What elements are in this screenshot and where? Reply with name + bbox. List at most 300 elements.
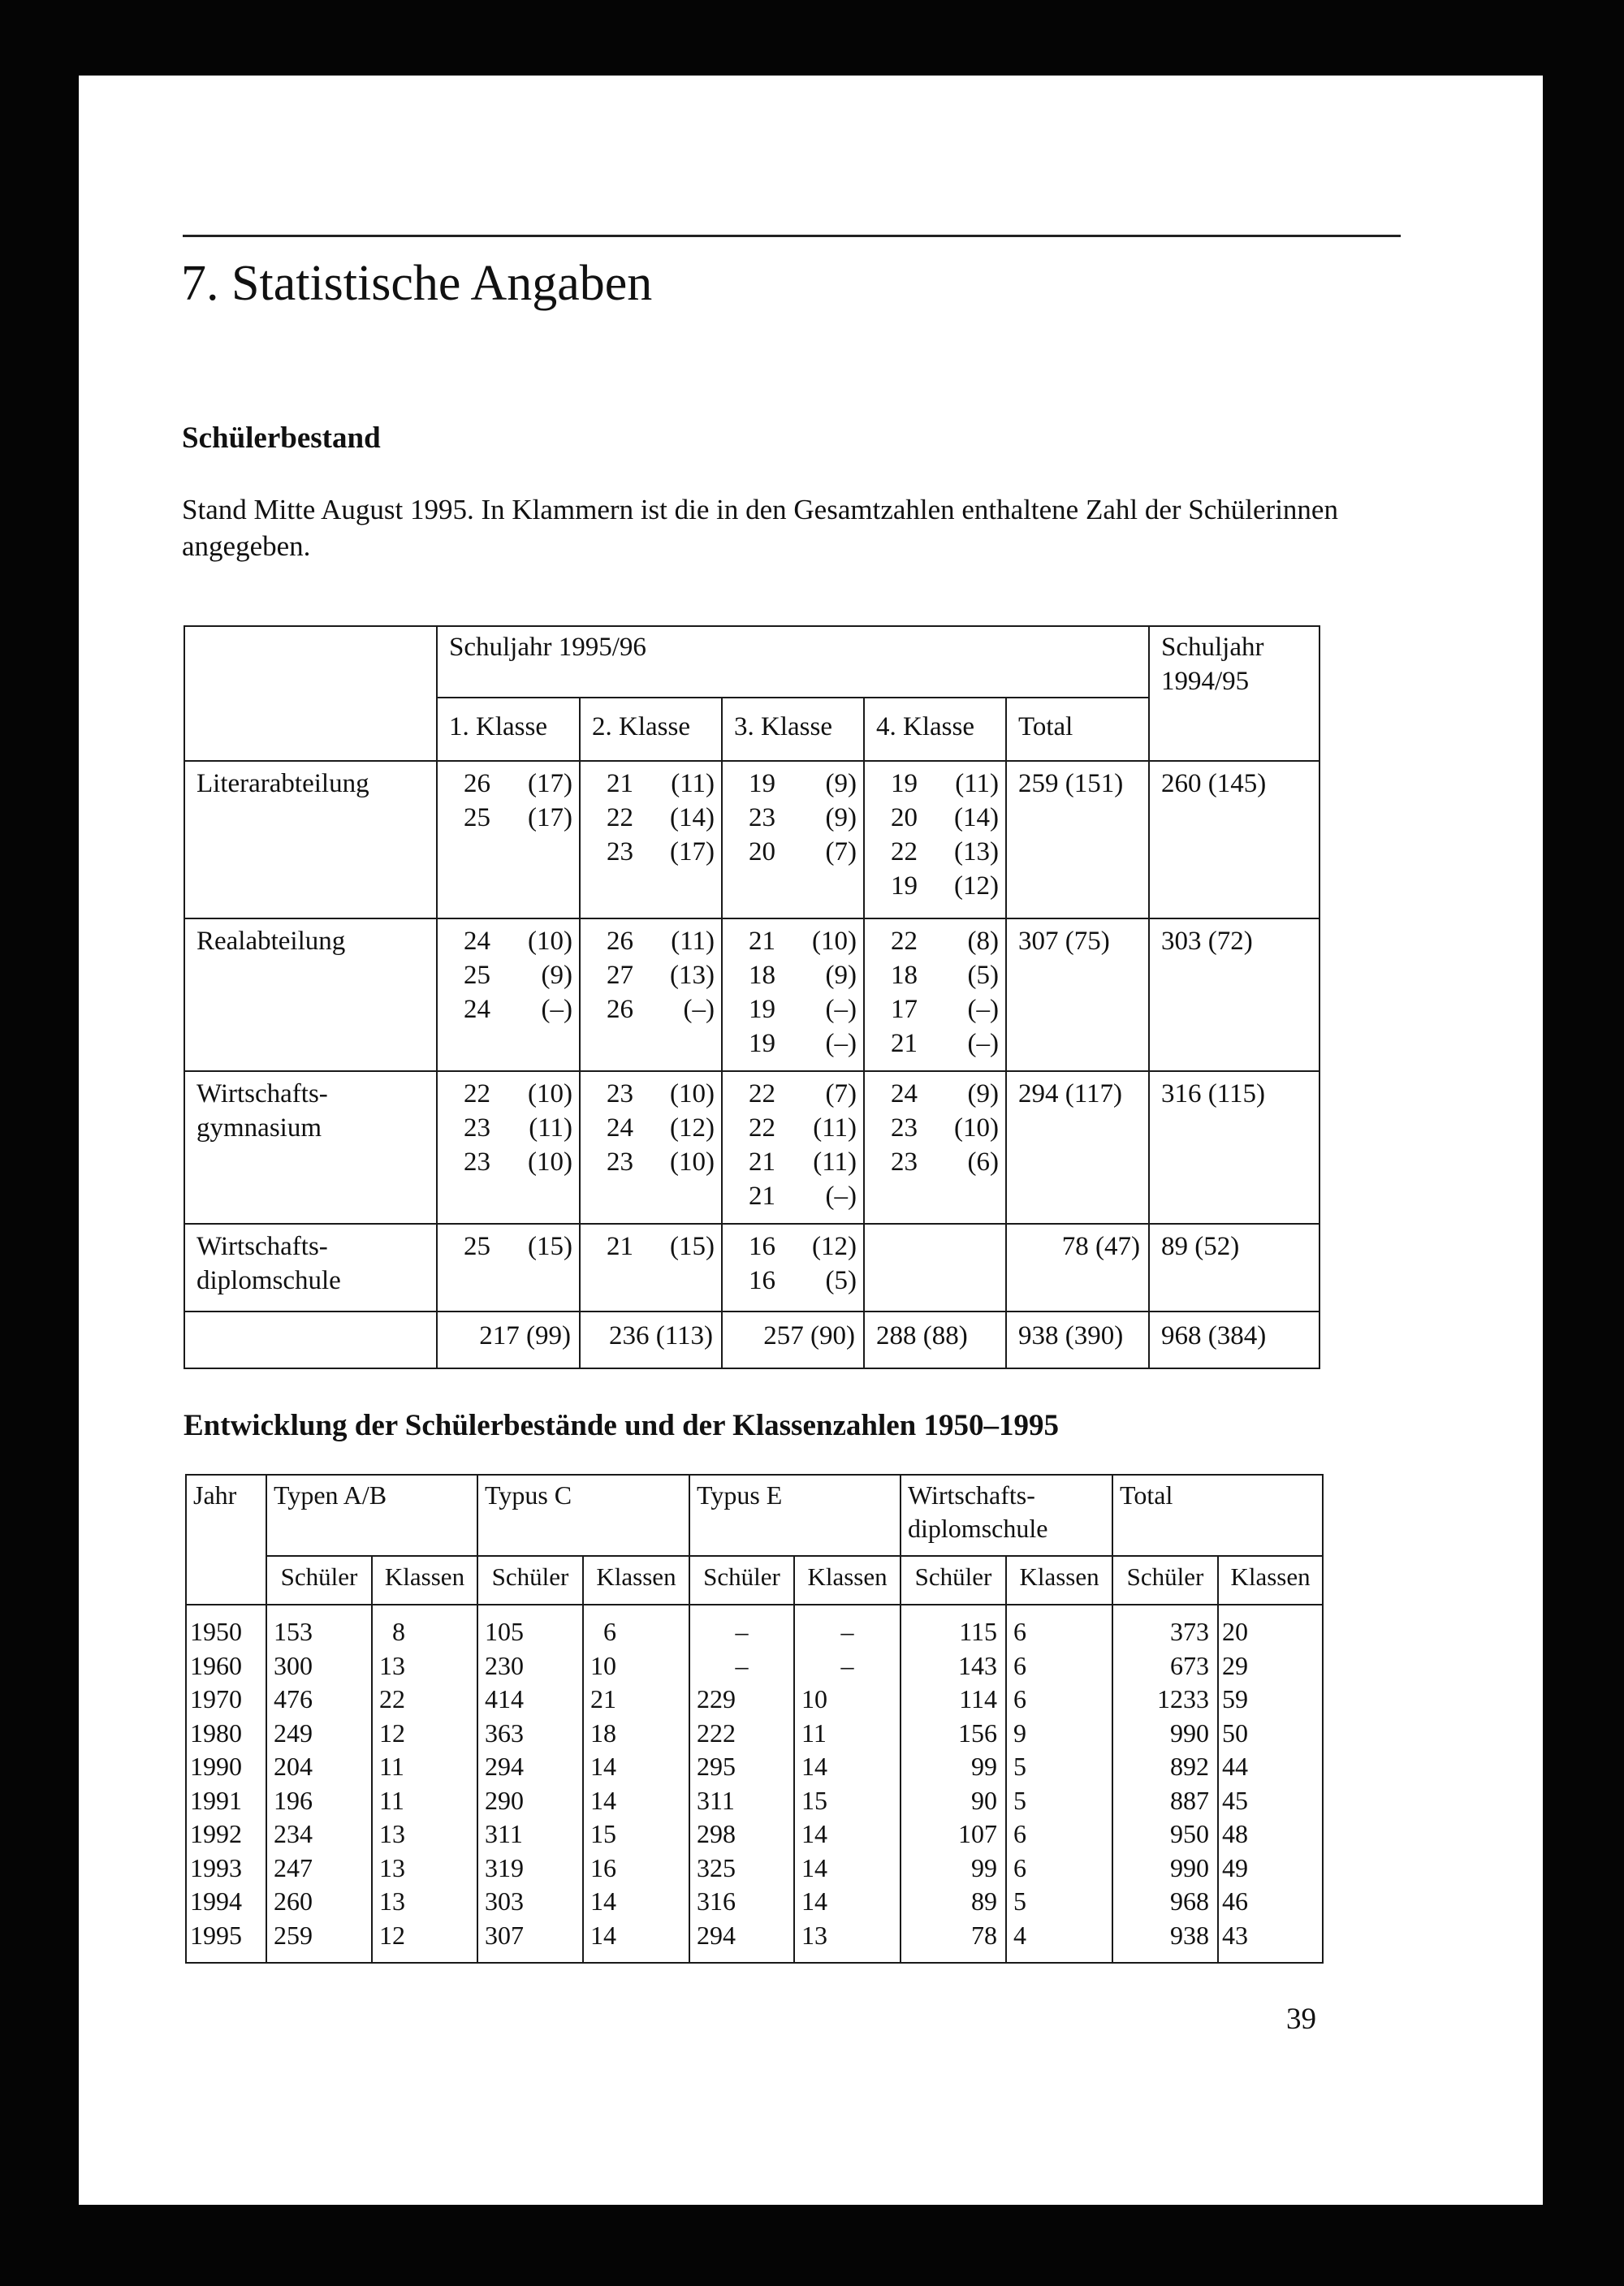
sub-header: Klassen — [583, 1556, 689, 1605]
cell-year: 1990 — [186, 1750, 266, 1784]
row-label: Realabteilung — [184, 918, 437, 1071]
cell-t_k: 20 — [1218, 1605, 1323, 1649]
sum-total: 938 (390) — [1006, 1312, 1149, 1368]
sub-header: Schüler — [689, 1556, 794, 1605]
previous-year-cell: 89 (52) — [1149, 1224, 1320, 1312]
female-count: (5) — [967, 961, 999, 990]
female-count: (14) — [954, 803, 999, 832]
cell-c_s: 311 — [477, 1817, 583, 1852]
cell-t_s: 373 — [1112, 1605, 1218, 1649]
cell-wd_s: 143 — [901, 1649, 1006, 1683]
table-row — [186, 1817, 1323, 1852]
table-row — [186, 1683, 1323, 1717]
cell-ab_k: 12 — [372, 1919, 477, 1964]
cell-wd_k: 6 — [1006, 1605, 1112, 1649]
female-count: (7) — [825, 1079, 857, 1108]
female-count: (10) — [528, 1079, 572, 1108]
student-count: 16 — [749, 1232, 775, 1261]
group-header: Wirtschafts- diplomschule — [901, 1475, 1112, 1556]
class-counts-cell — [722, 1224, 864, 1312]
female-count: (10) — [670, 1079, 715, 1108]
class-count — [871, 1145, 999, 1179]
class-counts-cell — [580, 1071, 722, 1224]
schuelerbestand-table — [184, 625, 1320, 1369]
cell-ab_s: 476 — [266, 1683, 372, 1717]
cell-ab_k: 11 — [372, 1750, 477, 1784]
table-row — [186, 1852, 1323, 1886]
student-count: 23 — [607, 837, 633, 866]
female-count: (7) — [825, 837, 857, 866]
cell-e_k: – — [794, 1649, 901, 1683]
cell-c_s: 294 — [477, 1750, 583, 1784]
student-count: 22 — [891, 927, 918, 956]
sum-k2: 236 (113) — [580, 1312, 722, 1368]
entwicklung-table — [185, 1474, 1324, 1964]
cell-wd_s: 90 — [901, 1784, 1006, 1818]
cell-ab_k: 13 — [372, 1885, 477, 1919]
cell-t_k: 45 — [1218, 1784, 1323, 1818]
cell-wd_k: 6 — [1006, 1817, 1112, 1852]
cell-e_s: 298 — [689, 1817, 794, 1852]
cell-wd_s: 99 — [901, 1852, 1006, 1886]
class-counts-cell — [722, 761, 864, 918]
table-row — [184, 1224, 1320, 1312]
table-row — [184, 918, 1320, 1071]
cell-t_k: 29 — [1218, 1649, 1323, 1683]
class-count — [871, 1111, 999, 1145]
total-cell: 78 (47) — [1006, 1224, 1149, 1312]
student-count: 23 — [464, 1113, 490, 1143]
cell-ab_k: 11 — [372, 1784, 477, 1818]
column-header: 1. Klasse — [437, 698, 580, 761]
class-count — [871, 835, 999, 869]
cell-wd_k: 4 — [1006, 1919, 1112, 1964]
cell-e_k: 14 — [794, 1885, 901, 1919]
class-count — [729, 992, 857, 1026]
student-count: 21 — [749, 1147, 775, 1177]
class-count — [444, 1145, 572, 1179]
cell-e_s: 311 — [689, 1784, 794, 1818]
cell-year: 1991 — [186, 1784, 266, 1818]
class-counts-cell — [722, 918, 864, 1071]
chapter-rule — [183, 235, 1401, 237]
female-count: (15) — [528, 1232, 572, 1261]
sub-header: Schüler — [477, 1556, 583, 1605]
header-current-year: Schuljahr 1995/96 — [437, 626, 1149, 698]
female-count: (17) — [670, 837, 715, 866]
class-count — [444, 767, 572, 801]
class-count — [729, 835, 857, 869]
sub-header: Schüler — [901, 1556, 1006, 1605]
previous-year-cell: 260 (145) — [1149, 761, 1320, 918]
class-counts-cell — [580, 1224, 722, 1312]
cell-ab_k: 13 — [372, 1852, 477, 1886]
table-row — [184, 1071, 1320, 1224]
student-count: 19 — [749, 769, 775, 798]
row-label: Wirtschafts- gymnasium — [184, 1071, 437, 1224]
cell-ab_s: 300 — [266, 1649, 372, 1683]
sum-row — [184, 1312, 1320, 1368]
female-count: (13) — [670, 961, 715, 990]
cell-wd_s: 156 — [901, 1717, 1006, 1751]
student-count: 21 — [891, 1029, 918, 1058]
class-counts-cell — [437, 1071, 580, 1224]
student-count: 16 — [749, 1266, 775, 1295]
table-row — [186, 1717, 1323, 1751]
cell-e_s: – — [689, 1605, 794, 1649]
cell-year: 1950 — [186, 1605, 266, 1649]
class-count — [587, 1229, 715, 1264]
student-count: 25 — [464, 1232, 490, 1261]
female-count: (5) — [825, 1266, 857, 1295]
cell-wd_s: 115 — [901, 1605, 1006, 1649]
female-count: (11) — [955, 769, 999, 798]
student-count: 22 — [749, 1113, 775, 1143]
female-count: (9) — [967, 1079, 999, 1108]
section-intro-paragraph: Stand Mitte August 1995. In Klammern ist die in den Gesamtzahlen enthaltene Zahl der Schülerinnen angegeben. — [182, 494, 1338, 562]
student-count: 19 — [891, 769, 918, 798]
class-count — [871, 801, 999, 835]
student-count: 18 — [891, 961, 918, 990]
cell-c_s: 290 — [477, 1784, 583, 1818]
table-row — [186, 1784, 1323, 1818]
cell-wd_k: 5 — [1006, 1750, 1112, 1784]
female-count: (–) — [825, 1182, 857, 1211]
cell-wd_s: 114 — [901, 1683, 1006, 1717]
table-row — [186, 1750, 1323, 1784]
section-heading-entwicklung: Entwicklung der Schülerbestände und der Klassenzahlen 1950–1995 — [184, 1409, 1059, 1442]
student-count: 25 — [464, 961, 490, 990]
cell-year: 1970 — [186, 1683, 266, 1717]
cell-e_k: 14 — [794, 1817, 901, 1852]
student-count: 24 — [607, 1113, 633, 1143]
class-count — [729, 1179, 857, 1213]
document-page — [79, 76, 1543, 2205]
page-number: 39 — [1286, 2003, 1316, 2036]
class-count — [871, 924, 999, 958]
group-header: Typus C — [477, 1475, 689, 1556]
student-count: 23 — [464, 1147, 490, 1177]
cell-wd_s: 78 — [901, 1919, 1006, 1964]
student-count: 26 — [607, 927, 633, 956]
class-count — [729, 1264, 857, 1298]
class-count — [587, 924, 715, 958]
student-count: 22 — [749, 1079, 775, 1108]
class-count — [587, 992, 715, 1026]
group-header: Typus E — [689, 1475, 901, 1556]
cell-wd_k: 5 — [1006, 1784, 1112, 1818]
cell-year: 1994 — [186, 1885, 266, 1919]
female-count: (17) — [528, 803, 572, 832]
cell-t_k: 46 — [1218, 1885, 1323, 1919]
column-header: 3. Klasse — [722, 698, 864, 761]
cell-year: 1995 — [186, 1919, 266, 1964]
class-count — [444, 992, 572, 1026]
class-count — [444, 958, 572, 992]
female-count: (12) — [812, 1232, 857, 1261]
female-count: (11) — [813, 1147, 857, 1177]
sum-k3: 257 (90) — [722, 1312, 864, 1368]
class-counts-cell — [580, 761, 722, 918]
class-count — [729, 1145, 857, 1179]
female-count: (–) — [825, 1029, 857, 1058]
class-count — [871, 1026, 999, 1061]
sum-prev: 968 (384) — [1149, 1312, 1320, 1368]
student-count: 24 — [464, 927, 490, 956]
student-count: 24 — [464, 995, 490, 1024]
class-count — [871, 869, 999, 903]
cell-t_s: 950 — [1112, 1817, 1218, 1852]
student-count: 26 — [464, 769, 490, 798]
female-count: (–) — [683, 995, 715, 1024]
table-row — [184, 761, 1320, 918]
student-count: 19 — [749, 1029, 775, 1058]
cell-year: 1992 — [186, 1817, 266, 1852]
class-count — [871, 1077, 999, 1111]
student-count: 23 — [891, 1113, 918, 1143]
sub-header: Klassen — [1218, 1556, 1323, 1605]
cell-year: 1993 — [186, 1852, 266, 1886]
sum-label — [184, 1312, 437, 1368]
class-counts-cell — [580, 918, 722, 1071]
cell-t_s: 1233 — [1112, 1683, 1218, 1717]
cell-c_s: 414 — [477, 1683, 583, 1717]
total-cell: 307 (75) — [1006, 918, 1149, 1071]
student-count: 26 — [607, 995, 633, 1024]
sub-header: Schüler — [1112, 1556, 1218, 1605]
sum-k4: 288 (88) — [864, 1312, 1006, 1368]
cell-ab_s: 247 — [266, 1852, 372, 1886]
female-count: (15) — [670, 1232, 715, 1261]
cell-t_s: 892 — [1112, 1750, 1218, 1784]
cell-e_k: 13 — [794, 1919, 901, 1964]
student-count: 19 — [891, 871, 918, 901]
class-count — [444, 924, 572, 958]
female-count: (11) — [671, 769, 715, 798]
class-count — [444, 1111, 572, 1145]
header-previous-year: Schuljahr 1994/95 — [1149, 626, 1320, 761]
cell-ab_k: 8 — [372, 1605, 477, 1649]
cell-year: 1980 — [186, 1717, 266, 1751]
cell-wd_k: 6 — [1006, 1683, 1112, 1717]
female-count: (10) — [528, 927, 572, 956]
class-count — [729, 924, 857, 958]
cell-e_k: 10 — [794, 1683, 901, 1717]
student-count: 21 — [749, 927, 775, 956]
cell-ab_s: 196 — [266, 1784, 372, 1818]
female-count: (–) — [967, 1029, 999, 1058]
class-count — [587, 958, 715, 992]
sum-k1: 217 (99) — [437, 1312, 580, 1368]
column-header: Total — [1006, 698, 1149, 761]
student-count: 21 — [607, 1232, 633, 1261]
class-count — [871, 992, 999, 1026]
total-cell: 294 (117) — [1006, 1071, 1149, 1224]
cell-ab_s: 204 — [266, 1750, 372, 1784]
female-count: (9) — [541, 961, 572, 990]
cell-c_k: 14 — [583, 1750, 689, 1784]
class-count — [444, 1077, 572, 1111]
cell-c_k: 16 — [583, 1852, 689, 1886]
column-header: 4. Klasse — [864, 698, 1006, 761]
cell-e_s: 222 — [689, 1717, 794, 1751]
class-count — [729, 801, 857, 835]
cell-t_s: 990 — [1112, 1852, 1218, 1886]
total-cell: 259 (151) — [1006, 761, 1149, 918]
cell-t_k: 43 — [1218, 1919, 1323, 1964]
student-count: 23 — [891, 1147, 918, 1177]
female-count: (10) — [812, 927, 857, 956]
cell-c_k: 10 — [583, 1649, 689, 1683]
cell-ab_s: 234 — [266, 1817, 372, 1852]
student-count: 20 — [891, 803, 918, 832]
cell-wd_k: 6 — [1006, 1852, 1112, 1886]
cell-t_k: 50 — [1218, 1717, 1323, 1751]
class-counts-cell — [864, 918, 1006, 1071]
cell-c_k: 14 — [583, 1919, 689, 1964]
cell-wd_s: 89 — [901, 1885, 1006, 1919]
student-count: 27 — [607, 961, 633, 990]
female-count: (11) — [813, 1113, 857, 1143]
cell-wd_k: 9 — [1006, 1717, 1112, 1751]
female-count: (10) — [954, 1113, 999, 1143]
column-header: 2. Klasse — [580, 698, 722, 761]
cell-c_k: 15 — [583, 1817, 689, 1852]
cell-ab_s: 260 — [266, 1885, 372, 1919]
female-count: (11) — [671, 927, 715, 956]
chapter-title: 7. Statistische Angaben — [181, 256, 653, 311]
cell-ab_k: 13 — [372, 1817, 477, 1852]
cell-t_s: 887 — [1112, 1784, 1218, 1818]
row-label: Wirtschafts- diplomschule — [184, 1224, 437, 1312]
cell-t_k: 49 — [1218, 1852, 1323, 1886]
female-count: (8) — [967, 927, 999, 956]
female-count: (10) — [528, 1147, 572, 1177]
cell-e_k: – — [794, 1605, 901, 1649]
cell-t_s: 938 — [1112, 1919, 1218, 1964]
student-count: 20 — [749, 837, 775, 866]
cell-c_k: 18 — [583, 1717, 689, 1751]
cell-t_k: 44 — [1218, 1750, 1323, 1784]
cell-wd_k: 6 — [1006, 1649, 1112, 1683]
cell-t_s: 990 — [1112, 1717, 1218, 1751]
class-counts-cell — [437, 761, 580, 918]
class-count — [729, 767, 857, 801]
class-count — [729, 1077, 857, 1111]
cell-c_s: 105 — [477, 1605, 583, 1649]
group-header: Total — [1112, 1475, 1323, 1556]
cell-wd_k: 5 — [1006, 1885, 1112, 1919]
student-count: 22 — [891, 837, 918, 866]
female-count: (12) — [670, 1113, 715, 1143]
cell-t_k: 48 — [1218, 1817, 1323, 1852]
cell-t_s: 673 — [1112, 1649, 1218, 1683]
cell-e_s: 295 — [689, 1750, 794, 1784]
cell-e_s: 229 — [689, 1683, 794, 1717]
sub-header: Klassen — [1006, 1556, 1112, 1605]
female-count: (–) — [825, 995, 857, 1024]
student-count: 24 — [891, 1079, 918, 1108]
class-counts-cell — [864, 1071, 1006, 1224]
student-count: 21 — [607, 769, 633, 798]
female-count: (9) — [825, 803, 857, 832]
class-count — [587, 1145, 715, 1179]
table-row — [186, 1605, 1323, 1649]
cell-e_s: 325 — [689, 1852, 794, 1886]
cell-e_k: 14 — [794, 1852, 901, 1886]
cell-c_k: 6 — [583, 1605, 689, 1649]
class-counts-cell — [437, 918, 580, 1071]
cell-c_s: 363 — [477, 1717, 583, 1751]
cell-e_k: 15 — [794, 1784, 901, 1818]
group-header: Typen A/B — [266, 1475, 477, 1556]
class-count — [729, 958, 857, 992]
sub-header: Klassen — [794, 1556, 901, 1605]
cell-c_s: 230 — [477, 1649, 583, 1683]
class-count — [587, 1111, 715, 1145]
cell-wd_s: 99 — [901, 1750, 1006, 1784]
student-count: 19 — [749, 995, 775, 1024]
female-count: (17) — [528, 769, 572, 798]
cell-ab_s: 259 — [266, 1919, 372, 1964]
row-label: Literarabteilung — [184, 761, 437, 918]
class-counts-cell — [437, 1224, 580, 1312]
cell-ab_k: 22 — [372, 1683, 477, 1717]
table-row — [186, 1649, 1323, 1683]
cell-t_s: 968 — [1112, 1885, 1218, 1919]
student-count: 23 — [607, 1079, 633, 1108]
section-heading-schuelerbestand: Schülerbestand — [182, 421, 381, 455]
class-counts-cell — [722, 1071, 864, 1224]
female-count: (13) — [954, 837, 999, 866]
class-count — [587, 767, 715, 801]
cell-wd_s: 107 — [901, 1817, 1006, 1852]
female-count: (9) — [825, 961, 857, 990]
class-count — [729, 1111, 857, 1145]
student-count: 25 — [464, 803, 490, 832]
year-header: Jahr — [186, 1475, 266, 1605]
cell-c_k: 21 — [583, 1683, 689, 1717]
female-count: (–) — [967, 995, 999, 1024]
cell-c_s: 307 — [477, 1919, 583, 1964]
table-row — [186, 1885, 1323, 1919]
female-count: (10) — [670, 1147, 715, 1177]
female-count: (–) — [541, 995, 572, 1024]
cell-c_k: 14 — [583, 1885, 689, 1919]
student-count: 22 — [607, 803, 633, 832]
cell-ab_k: 12 — [372, 1717, 477, 1751]
class-count — [871, 958, 999, 992]
class-count — [871, 767, 999, 801]
cell-ab_s: 153 — [266, 1605, 372, 1649]
cell-e_k: 14 — [794, 1750, 901, 1784]
female-count: (6) — [967, 1147, 999, 1177]
class-count — [729, 1026, 857, 1061]
cell-e_s: – — [689, 1649, 794, 1683]
cell-e_s: 294 — [689, 1919, 794, 1964]
class-count — [444, 801, 572, 835]
table-row — [186, 1919, 1323, 1964]
previous-year-cell: 316 (115) — [1149, 1071, 1320, 1224]
cell-t_k: 59 — [1218, 1683, 1323, 1717]
cell-ab_s: 249 — [266, 1717, 372, 1751]
female-count: (14) — [670, 803, 715, 832]
sub-header: Schüler — [266, 1556, 372, 1605]
class-count — [587, 835, 715, 869]
cell-c_s: 319 — [477, 1852, 583, 1886]
class-counts-cell — [864, 761, 1006, 918]
student-count: 23 — [607, 1147, 633, 1177]
